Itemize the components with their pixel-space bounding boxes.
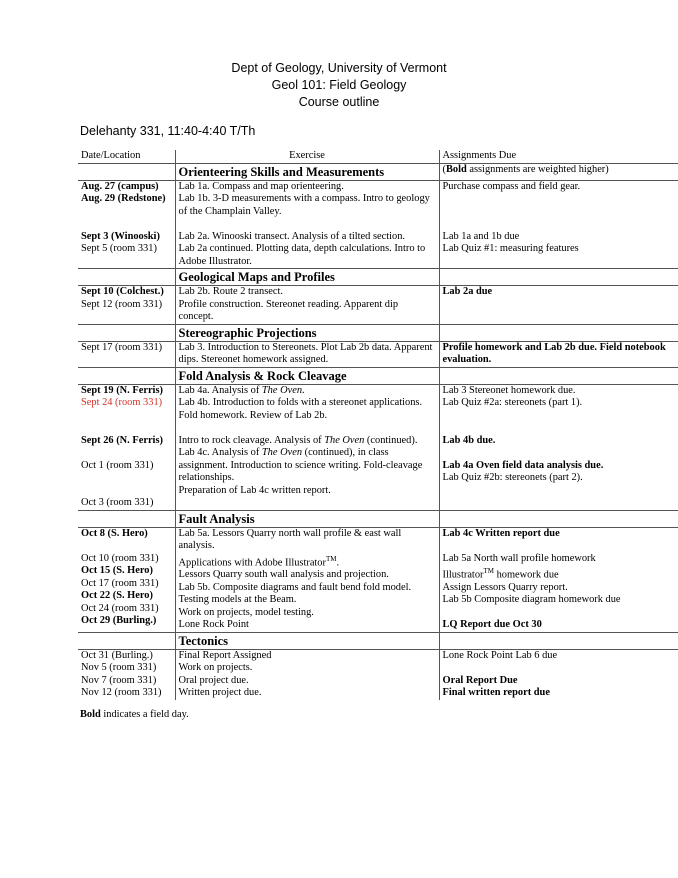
date-cell: Oct 31 (Burling.) [81,649,153,661]
outline-title: Course outline [298,95,380,109]
table-row [78,384,678,510]
assignment-cell: Lab Quiz #1: measuring features [442,243,579,254]
assignment-cell: Lone Rock Point Lab 6 due [442,649,558,661]
section-title: Orienteering Skills and Measurements [175,163,439,180]
department-title: Dept of Geology, University of Vermont [231,61,447,75]
exercise-cell: Lab 4a. Analysis of The Oven. [178,384,305,396]
exercise-cell: Applications with Adobe Illustrator™. [178,554,340,568]
date-cell: Oct 3 (room 331) [81,497,154,508]
exercise-cell: Written project due. [178,687,262,699]
date-cell: Oct 29 (Burling.) [81,615,157,626]
date-cell: Oct 1 (room 331) [81,459,154,471]
table-row [78,341,678,367]
table-row [78,180,678,269]
weighting-note: (Bold assignments are weighted higher) [439,163,678,180]
assignment-cell: Oral Report Due [442,674,518,686]
date-cell: Nov 7 (room 331) [81,674,157,686]
course-outline-table [78,150,678,700]
assignment-cell: Profile homework and Lab 2b due. Field notebook evaluation. [442,341,666,365]
document-header [0,60,678,111]
date-cell: Oct 8 (S. Hero) [81,527,148,539]
date-column-header: Date/Location [81,150,141,161]
section-header-row [78,324,678,341]
date-cell: Sept 12 (room 331) [81,298,163,310]
assignment-cell: LQ Report due Oct 30 [442,619,542,631]
exercise-cell: Lab 1a. Compass and map orienteering. [178,180,344,192]
date-cell: Oct 22 (S. Hero) [81,590,153,601]
exercise-cell: Work on projects. [178,662,253,674]
date-cell: Oct 17 (room 331) [81,577,159,589]
exercise-cell: Final Report Assigned [178,649,272,661]
section-title: Stereographic Projections [175,324,439,341]
exercise-cell: Lab 4b. Introduction to folds with a stereonet applications. Fold homework. Review of Lab 2b. [178,397,423,421]
exercise-cell: Preparation of Lab 4c written report. [178,484,331,496]
date-cell: Sept 17 (room 331) [81,341,163,353]
section-title: Fault Analysis [175,510,439,527]
date-cell: Oct 24 (room 331) [81,602,159,614]
date-cell: Sept 5 (room 331) [81,243,157,254]
date-cell: Oct 15 (S. Hero) [81,565,153,576]
exercise-cell: Lab 4c. Analysis of The Oven (continued), in class assignment. Introduction to science writing. Fold-cleavage relationships. [178,447,423,483]
assignments-column-header: Assignments Due [442,150,517,161]
course-title: Geol 101: Field Geology [271,78,407,92]
date-cell: Nov 12 (room 331) [81,687,162,699]
assignment-cell: Lab 2a due [442,286,493,297]
exercise-cell: Oral project due. [178,674,249,686]
assignment-cell: Final written report due [442,687,550,699]
table-row [78,649,678,700]
date-cell: Sept 19 (N. Ferris) [81,384,163,396]
field-day-legend: Bold indicates a field day. [80,709,189,720]
exercise-cell: Lone Rock Point [178,619,249,631]
assignment-cell: Lab 4c Written report due [442,527,560,539]
exercise-cell: Profile construction. Stereonet reading. Apparent dip concept. [178,298,399,322]
table-row [78,527,678,632]
exercise-cell: Testing models at the Beam. [178,594,297,606]
exercise-cell: Lessors Quarry south wall analysis and projection. [178,569,389,581]
section-header-row [78,632,678,649]
assignment-cell: Lab 5b Composite diagram homework due [442,594,621,606]
exercise-column-header: Exercise [175,150,439,163]
table-header-row [78,150,678,163]
section-header-row [78,163,678,180]
exercise-cell: Work on projects, model testing. [178,606,314,618]
section-header-row [78,510,678,527]
exercise-cell: Lab 5a. Lessors Quarry north wall profile & east wall analysis. [178,527,402,551]
assignment-cell: Lab 5a North wall profile homework [442,552,596,564]
assignment-cell: Lab 3 Stereonet homework due. [442,384,576,396]
assignment-cell: Illustrator™ homework due [442,567,559,581]
section-title: Geological Maps and Profiles [175,269,439,286]
exercise-cell: Lab 3. Introduction to Stereonets. Plot Lab 2b data. Apparent dips. Stereonet homework assigned. [178,341,433,365]
date-cell: Sept 10 (Colchest.) [81,286,164,297]
assignment-cell: Lab Quiz #2a: stereonets (part 1). [442,397,583,408]
exercise-cell: Lab 2a. Winooski transect. Analysis of a tilted section. [178,230,405,242]
exercise-cell: Lab 1b. 3-D measurements with a compass. Intro to geology of the Champlain Valley. [178,193,430,217]
assignment-cell: Purchase compass and field gear. [442,180,581,192]
assignment-cell: Lab 1a and 1b due [442,230,520,242]
assignment-cell: Lab 4b due. [442,434,496,446]
table-row [78,286,678,325]
section-header-row [78,367,678,384]
date-cell: Aug. 27 (campus) [81,180,159,192]
exercise-cell: Lab 2b. Route 2 transect. [178,286,283,297]
exercise-cell: Lab 5b. Composite diagrams and fault bend fold model. [178,581,412,593]
section-header-row [78,269,678,286]
assignment-cell: Lab Quiz #2b: stereonets (part 2). [442,472,583,483]
date-cell: Sept 3 (Winooski) [81,230,160,242]
date-cell: Oct 10 (room 331) [81,552,159,564]
date-cell: Aug. 29 (Redstone) [81,193,166,204]
date-cell: Sept 26 (N. Ferris) [81,434,163,446]
section-title: Fold Analysis & Rock Cleavage [175,367,439,384]
class-location: Delehanty 331, 11:40-4:40 T/Th [80,124,256,138]
date-cell: Sept 24 (room 331) [81,397,163,408]
exercise-cell: Intro to rock cleavage. Analysis of The Oven (continued). [178,434,418,446]
section-title: Tectonics [175,632,439,649]
assignment-cell: Lab 4a Oven field data analysis due. [442,459,604,471]
date-cell: Nov 5 (room 331) [81,662,157,674]
exercise-cell: Lab 2a continued. Plotting data, depth calculations. Intro to Adobe Illustrator. [178,243,426,267]
assignment-cell: Assign Lessors Quarry report. [442,581,568,593]
